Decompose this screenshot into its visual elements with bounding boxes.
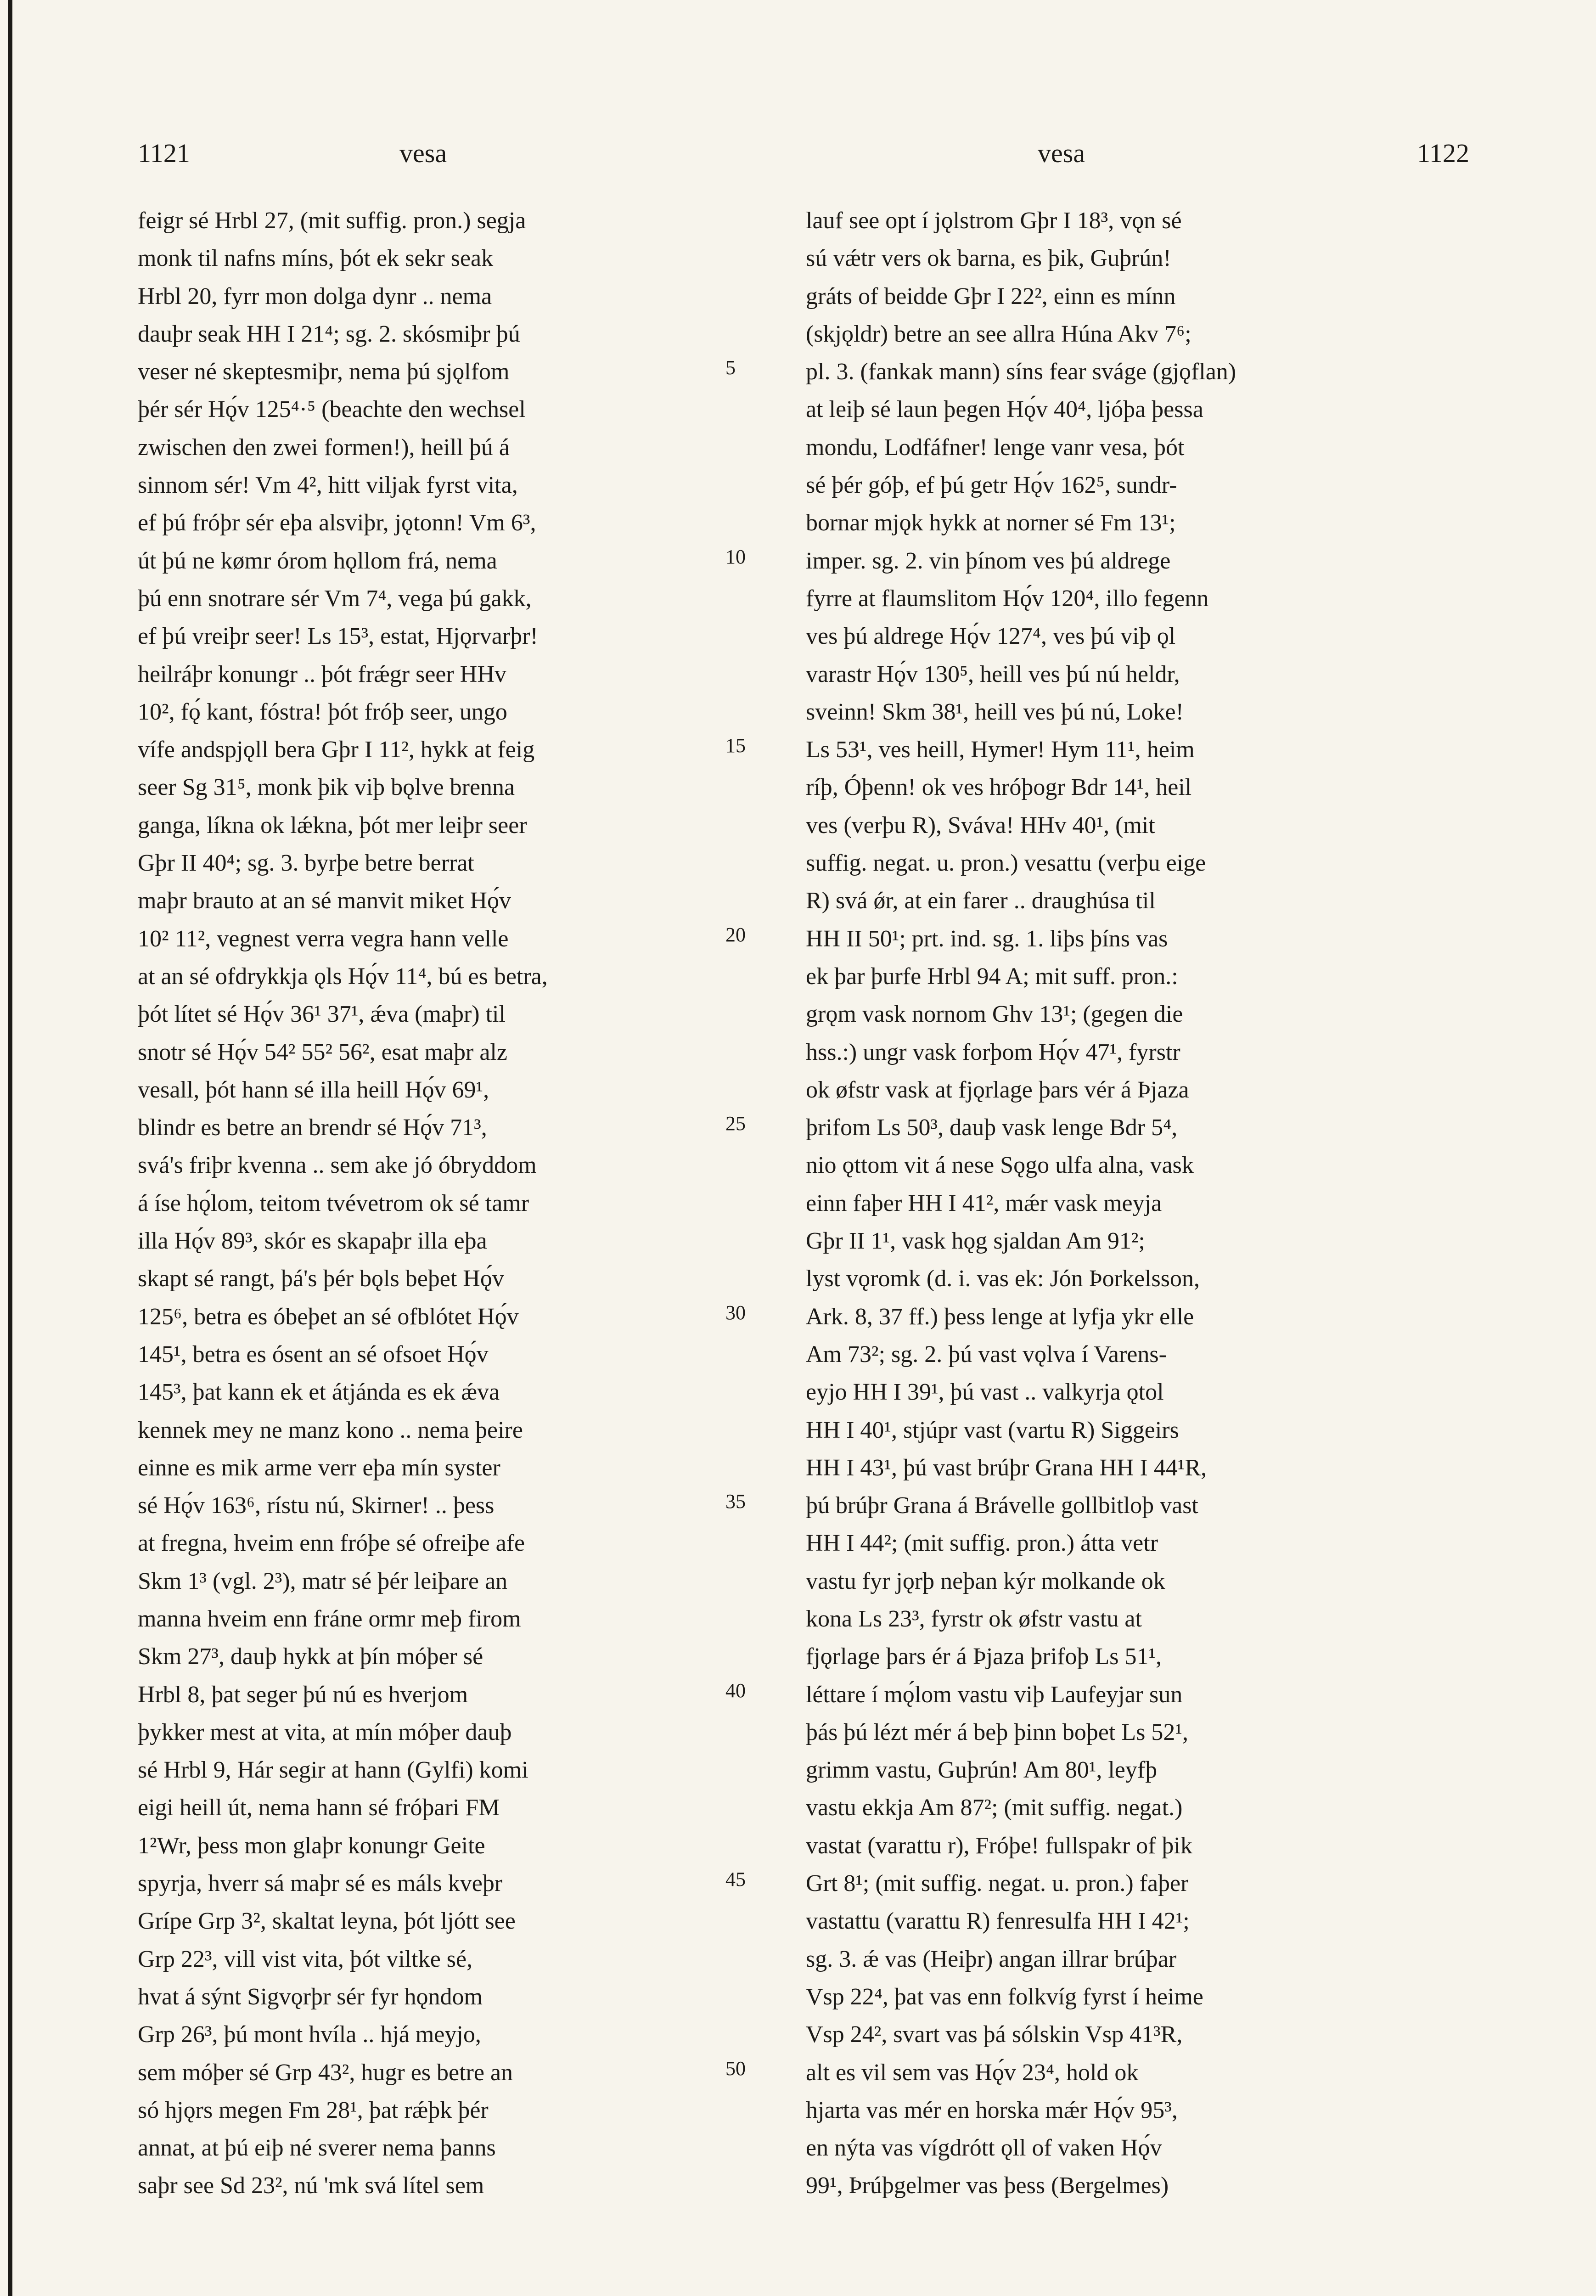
text-line: Hrbl 20, fyrr mon dolga dynr .. nema [138, 283, 492, 310]
text-line: eigi heill út, nema hann sé fróþari FM [138, 1795, 500, 1821]
text-line: Hrbl 8, þat seger þú nú es hverjom [138, 1681, 468, 1708]
line-number: 10 [725, 545, 746, 568]
text-line: þú enn snotrare sér Vm 7⁴, vega þú gakk, [138, 585, 532, 612]
text-line: Skm 1³ (vgl. 2³), matr sé þér leiþare an [138, 1568, 508, 1594]
line-number: 5 [725, 356, 736, 379]
text-line: kennek mey ne manz kono .. nema þeire [138, 1417, 523, 1443]
text-line: ef þú vreiþr seer! Ls 15³, estat, Hjǫrvarþr! [138, 623, 538, 650]
line-number: 30 [725, 1301, 746, 1324]
text-line: svá's friþr kvenna .. sem ake jó óbryddom [138, 1152, 537, 1179]
text-line: hss.:) ungr vask forþom Hǫ́v 47¹, fyrstr [806, 1039, 1180, 1065]
text-line: 145³, þat kann ek et átjánda es ek ǽva [138, 1379, 500, 1406]
text-line: ganga, líkna ok lǽkna, þót mer leiþr seer [138, 812, 527, 838]
text-line: heilráþr konungr .. þót frǽgr seer HHv [138, 661, 506, 687]
text-line: veser né skeptesmiþr, nema þú sjǫlfom [138, 359, 510, 385]
text-line: þót lítet sé Hǫ́v 36¹ 37¹, ǽva (maþr) til [138, 1001, 506, 1028]
binding-edge-line [8, 0, 12, 2296]
page-number-left: 1121 [138, 138, 190, 168]
text-line: feigr sé Hrbl 27, (mit suffig. pron.) segja [138, 208, 526, 234]
text-line: spyrja, hverr sá maþr sé es máls kveþr [138, 1870, 503, 1897]
text-line: út þú ne kømr órom hǫllom frá, nema [138, 547, 497, 574]
line-number: 50 [725, 2057, 746, 2080]
text-line: at leiþ sé laun þegen Hǫ́v 40⁴, ljóþa þessa [806, 396, 1203, 423]
text-line: grǫm vask nornom Ghv 13¹; (gegen die [806, 1001, 1183, 1028]
text-line: ef þú fróþr sér eþa alsviþr, jǫtonn! Vm 6³, [138, 510, 536, 536]
line-number: 15 [725, 734, 746, 757]
text-line: vastat (varattu r), Fróþe! fullspakr of þik [806, 1832, 1192, 1859]
text-line: fjǫrlage þars ér á Þjaza þrifoþ Ls 51¹, [806, 1643, 1162, 1670]
text-line: Grp 22³, vill vist vita, þót viltke sé, [138, 1946, 473, 1972]
text-line: skapt sé rangt, þá's þér bǫls beþet Hǫ́v [138, 1266, 504, 1292]
text-line: vastu fyr jǫrþ neþan kýr molkande ok [806, 1568, 1165, 1594]
text-line: ves (verþu R), Sváva! HHv 40¹, (mit [806, 812, 1155, 838]
text-line: zwischen den zwei formen!), heill þú á [138, 434, 510, 461]
left-column-text [138, 202, 707, 2205]
line-number: 25 [725, 1112, 746, 1135]
text-line: sg. 3. ǽ vas (Heiþr) angan illrar brúþar [806, 1946, 1177, 1972]
text-line: at an sé ofdrykkja ǫls Hǫ́v 11⁴, bú es betra, [138, 963, 548, 990]
text-line: at fregna, hveim enn fróþe sé ofreiþe afe [138, 1530, 525, 1557]
text-line: hvat á sýnt Sigvǫrþr sér fyr hǫndom [138, 1983, 483, 2010]
text-line: vastattu (varattu R) fenresulfa HH I 42¹; [806, 1908, 1190, 1935]
text-line: hjarta vas mér en horska mǽr Hǫ́v 95³, [806, 2097, 1178, 2123]
line-number: 35 [725, 1490, 746, 1513]
text-line: þér sér Hǫ́v 125⁴·⁵ (beachte den wechsel [138, 396, 526, 423]
text-line: Am 73²; sg. 2. þú vast vǫlva í Varens- [806, 1341, 1167, 1367]
text-line: varastr Hǫ́v 130⁵, heill ves þú nú heldr, [806, 661, 1180, 687]
text-line: annat, at þú eiþ né sverer nema þanns [138, 2135, 496, 2161]
text-line: einne es mik arme verr eþa mín syster [138, 1454, 500, 1481]
text-line: á íse hǫ́lom, teitom tvévetrom ok sé tamr [138, 1190, 529, 1216]
text-line: sú vǽtr vers ok barna, es þik, Guþrún! [806, 245, 1171, 272]
text-line: imper. sg. 2. vin þínom ves þú aldrege [806, 547, 1171, 574]
text-line: 99¹, Þrúþgelmer vas þess (Bergelmes) [806, 2172, 1169, 2199]
text-line: sé Hrbl 9, Hár segir at hann (Gylfi) komi [138, 1757, 528, 1784]
text-line: Grp 26³, þú mont hvíla .. hjá meyjo, [138, 2021, 481, 2048]
text-line: 1²Wr, þess mon glaþr konungr Geite [138, 1832, 485, 1859]
text-line: kona Ls 23³, fyrstr ok øfstr vastu at [806, 1605, 1142, 1632]
text-line: Vsp 22⁴, þat vas enn folkvíg fyrst í heime [806, 1983, 1203, 2010]
text-line: sé þér góþ, ef þú getr Hǫ́v 162⁵, sundr- [806, 472, 1177, 499]
text-line: Grt 8¹; (mit suffig. negat. u. pron.) faþer [806, 1870, 1189, 1897]
text-line: sé Hǫ́v 163⁶, rístu nú, Skirner! .. þess [138, 1492, 495, 1519]
text-line: sem móþer sé Grp 43², hugr es betre an [138, 2059, 513, 2086]
text-line: eyjo HH I 39¹, þú vast .. valkyrja ǫtol [806, 1379, 1164, 1406]
running-headword-right: vesa [1038, 138, 1085, 168]
line-number: 20 [725, 923, 746, 946]
text-line: alt es vil sem vas Hǫ́v 23⁴, hold ok [806, 2059, 1139, 2086]
text-line: maþr brauto at an sé manvit miket Hǫ́v [138, 888, 511, 914]
text-line: 145¹, betra es ósent an sé ofsoet Hǫ́v [138, 1341, 489, 1367]
text-line: só hjǫrs megen Fm 28¹, þat rǽþk þér [138, 2097, 489, 2123]
text-line: vífe andspjǫll bera Gþr I 11², hykk at feig [138, 737, 535, 763]
text-line: Skm 27³, dauþ hykk at þín móþer sé [138, 1643, 483, 1670]
text-line: gráts of beidde Gþr I 22², einn es mínn [806, 283, 1176, 310]
text-line: sveinn! Skm 38¹, heill ves þú nú, Loke! [806, 698, 1184, 725]
text-line: ok øfstr vask at fjǫrlage þars vér á Þjaza [806, 1076, 1189, 1103]
text-line: HH I 40¹, stjúpr vast (vartu R) Siggeirs [806, 1417, 1179, 1443]
text-line: lyst vǫromk (d. i. vas ek: Jón Þorkelsson, [806, 1266, 1200, 1292]
page-number-right: 1122 [1417, 138, 1469, 168]
text-line: HH I 44²; (mit suffig. pron.) átta vetr [806, 1530, 1158, 1557]
text-line: suffig. negat. u. pron.) vesattu (verþu eige [806, 850, 1206, 877]
text-line: vesall, þót hann sé illa heill Hǫ́v 69¹, [138, 1076, 489, 1103]
text-line: Ls 53¹, ves heill, Hymer! Hym 11¹, heim [806, 737, 1195, 763]
text-line: illa Hǫ́v 89³, skór es skapaþr illa eþa [138, 1228, 487, 1255]
line-number: 45 [725, 1868, 746, 1891]
text-line: R) svá ǿr, at ein farer .. draughúsa til [806, 888, 1156, 914]
text-line: þrifom Ls 50³, dauþ vask lenge Bdr 5⁴, [806, 1114, 1178, 1141]
page-header [138, 138, 1469, 174]
text-line: en nýta vas vígdrótt ǫll of vaken Hǫ́v [806, 2135, 1162, 2161]
text-line: 125⁶, betra es óbeþet an sé ofblótet Hǫ́v [138, 1303, 519, 1330]
text-line: (skjǫldr) betre an see allra Húna Akv 7⁶; [806, 321, 1191, 347]
text-line: þás þú lézt mér á beþ þinn boþet Ls 52¹, [806, 1719, 1188, 1745]
text-line: nio ǫttom vit á nese Sǫgo ulfa alna, vask [806, 1152, 1194, 1179]
text-line: vastu ekkja Am 87²; (mit suffig. negat.) [806, 1795, 1183, 1821]
text-line: þykker mest at vita, at mín móþer dauþ [138, 1719, 512, 1745]
text-line: Grípe Grp 3², skaltat leyna, þót ljótt see [138, 1908, 516, 1935]
text-line: 10², fǫ́ kant, fóstra! þót fróþ seer, ungo [138, 698, 507, 725]
text-line: ves þú aldrege Hǫ́v 127⁴, ves þú viþ ǫl [806, 623, 1176, 650]
text-line: bornar mjǫk hykk at norner sé Fm 13¹; [806, 510, 1176, 536]
text-line: fyrre at flaumslitom Hǫ́v 120⁴, illo fegenn [806, 585, 1209, 612]
text-line: HH II 50¹; prt. ind. sg. 1. liþs þíns vas [806, 925, 1168, 952]
text-line: þú brúþr Grana á Brávelle gollbitloþ vast [806, 1492, 1198, 1519]
text-line: pl. 3. (fankak mann) síns fear sváge (gjǫflan) [806, 359, 1236, 385]
text-line: snotr sé Hǫ́v 54² 55² 56², esat maþr alz [138, 1039, 507, 1065]
text-line: dauþr seak HH I 21⁴; sg. 2. skósmiþr þú [138, 321, 520, 347]
text-line: blindr es betre an brendr sé Hǫ́v 71³, [138, 1114, 487, 1141]
text-line: seer Sg 31⁵, monk þik viþ bǫlve brenna [138, 774, 515, 801]
text-line: 10² 11², vegnest verra vegra hann velle [138, 925, 509, 952]
text-line: Gþr II 40⁴; sg. 3. byrþe betre berrat [138, 850, 474, 877]
text-line: ek þar þurfe Hrbl 94 A; mit suff. pron.: [806, 963, 1178, 990]
text-line: monk til nafns míns, þót ek sekr seak [138, 245, 494, 272]
text-line: manna hveim enn fráne ormr meþ firom [138, 1605, 521, 1632]
text-line: grimm vastu, Guþrún! Am 80¹, leyfþ [806, 1757, 1158, 1784]
text-line: saþr see Sd 23², nú 'mk svá lítel sem [138, 2172, 484, 2199]
right-column-text [806, 202, 1375, 2205]
text-line: lauf see opt í jǫlstrom Gþr I 18³, vǫn sé [806, 208, 1182, 234]
text-line: einn faþer HH I 41², mǽr vask meyja [806, 1190, 1162, 1216]
running-headword-left: vesa [399, 138, 447, 168]
text-line: sinnom sér! Vm 4², hitt viljak fyrst vita, [138, 472, 518, 499]
text-line: ríþ, Óþenn! ok ves hróþogr Bdr 14¹, heil [806, 774, 1192, 801]
text-line: Ark. 8, 37 ff.) þess lenge at lyfja ykr elle [806, 1303, 1194, 1330]
line-number: 40 [725, 1679, 746, 1702]
text-line: mondu, Lodfáfner! lenge vanr vesa, þót [806, 434, 1185, 461]
text-line: Vsp 24², svart vas þá sólskin Vsp 41³R, [806, 2021, 1183, 2048]
text-line: léttare í mǫ́lom vastu viþ Laufeyjar sun [806, 1681, 1183, 1708]
text-line: Gþr II 1¹, vask hǫg sjaldan Am 91²; [806, 1228, 1145, 1255]
text-line: HH I 43¹, þú vast brúþr Grana HH I 44¹R, [806, 1454, 1207, 1481]
